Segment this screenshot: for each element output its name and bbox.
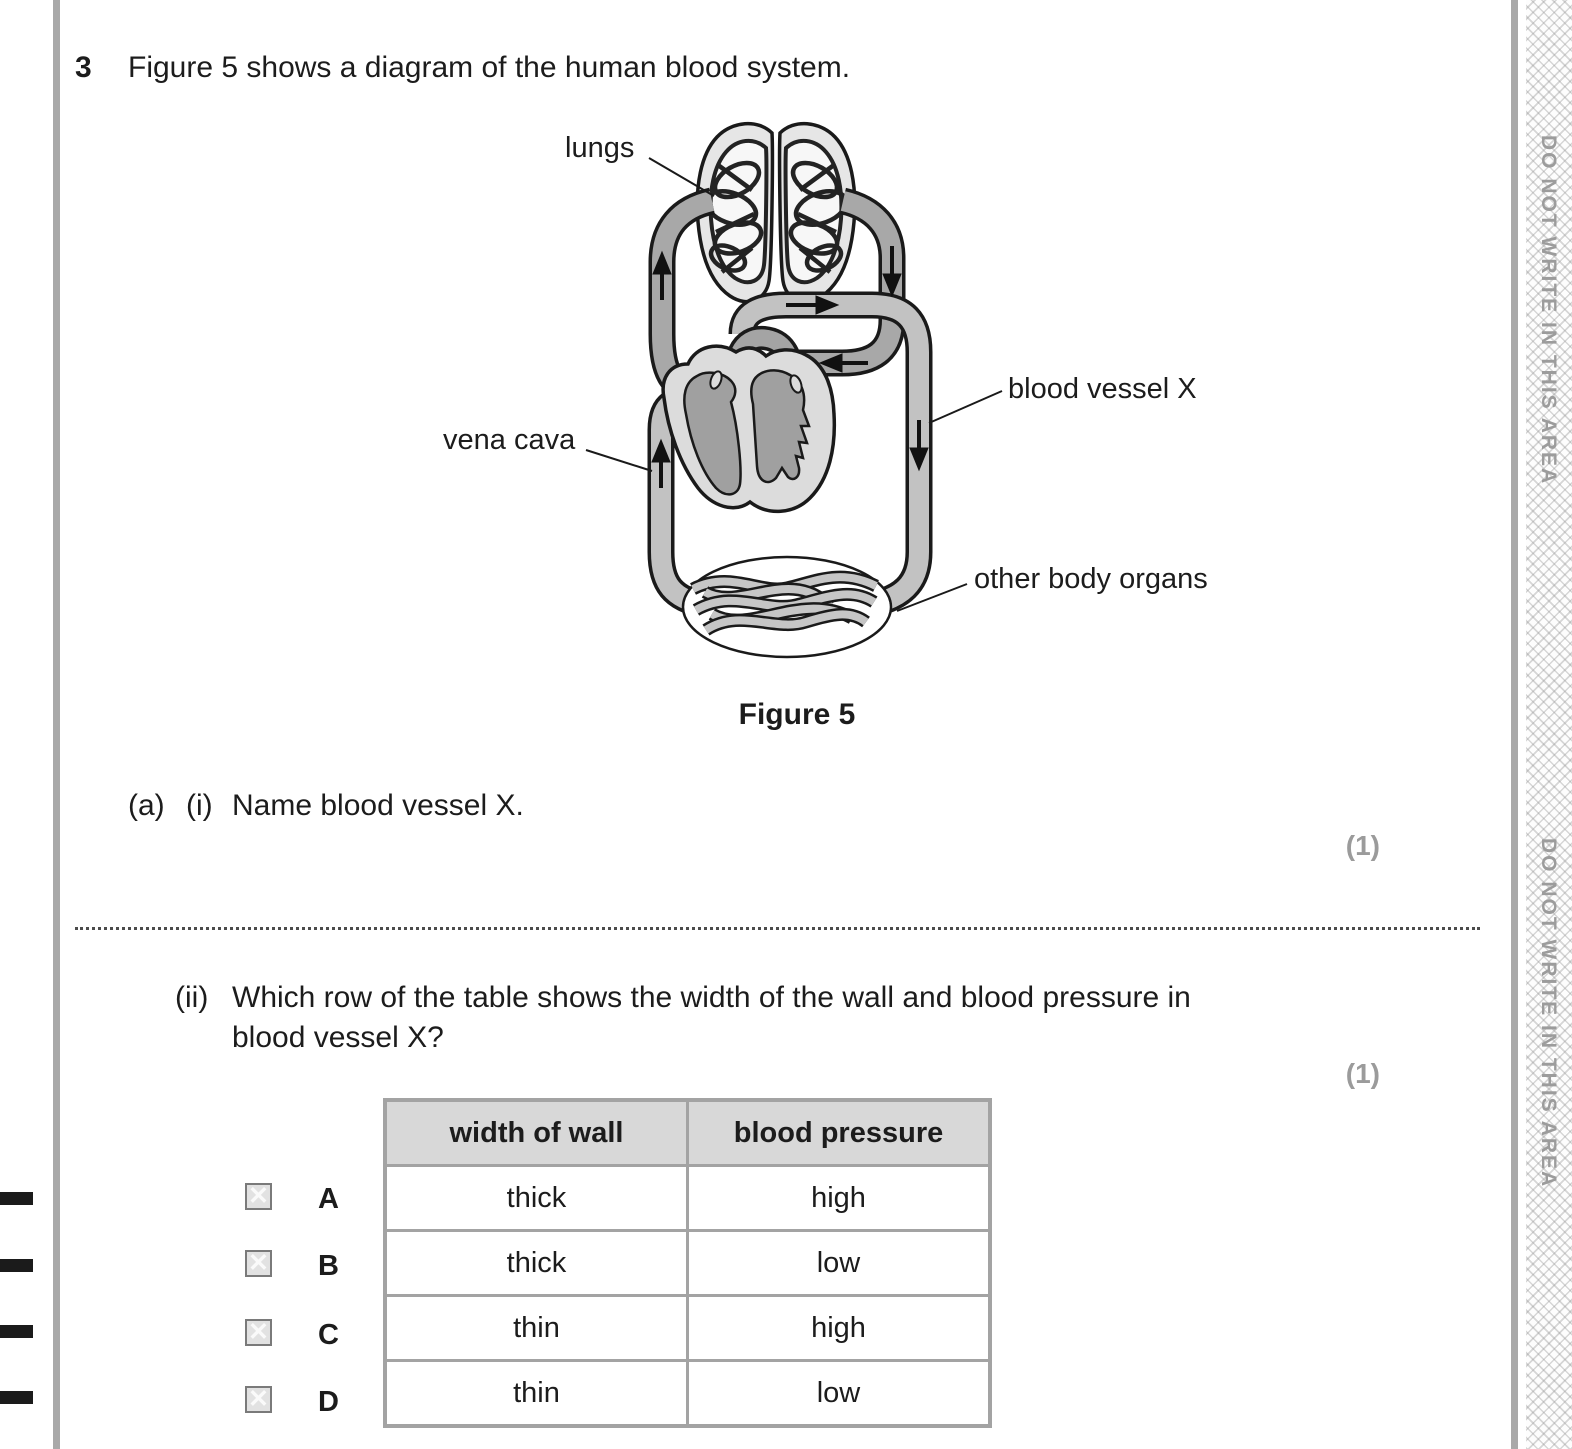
part-a-label: (a) xyxy=(128,789,165,822)
table-row xyxy=(387,1297,988,1359)
cell-pressure-c: high xyxy=(689,1297,988,1359)
cross-icon: ✕ xyxy=(248,1182,269,1210)
left-page-rule xyxy=(53,0,60,1449)
label-blood-vessel-x: blood vessel X xyxy=(1008,373,1197,405)
label-lungs: lungs xyxy=(565,132,635,164)
label-other-body-organs: other body organs xyxy=(974,563,1208,595)
vena-cava-leader-line xyxy=(586,450,652,471)
part-a-ii-prompt-line2: blood vessel X? xyxy=(232,1021,444,1054)
heart-illustration xyxy=(663,338,834,511)
registration-mark xyxy=(0,1259,33,1272)
marks-a-ii: (1) xyxy=(1345,1058,1380,1089)
cross-icon: ✕ xyxy=(248,1249,269,1277)
answer-write-line[interactable] xyxy=(75,912,1480,930)
option-letter-b: B xyxy=(318,1250,339,1282)
cross-icon: ✕ xyxy=(248,1385,269,1413)
option-checkbox-d[interactable] xyxy=(245,1386,272,1413)
margin-note-top: DO NOT WRITE IN THIS AREA xyxy=(1537,135,1560,486)
lungs-illustration xyxy=(697,124,854,302)
cell-pressure-d: low xyxy=(689,1362,988,1424)
table-row xyxy=(387,1362,988,1424)
part-ii-label: (ii) xyxy=(175,981,209,1014)
cell-wall-a: thick xyxy=(387,1167,686,1229)
option-checkbox-b[interactable] xyxy=(245,1250,272,1277)
registration-mark xyxy=(0,1325,33,1338)
question-number: 3 xyxy=(75,51,92,84)
right-page-rule xyxy=(1511,0,1518,1449)
figure-caption: Figure 5 xyxy=(738,698,856,731)
cell-wall-d: thin xyxy=(387,1362,686,1424)
part-a-ii-prompt-line1: Which row of the table shows the width of the wall and blood pressure in xyxy=(232,981,1191,1014)
cell-wall-b: thick xyxy=(387,1232,686,1294)
option-letter-d: D xyxy=(318,1386,339,1418)
option-checkbox-c[interactable] xyxy=(245,1319,272,1346)
answer-table xyxy=(383,1098,992,1428)
label-vena-cava: vena cava xyxy=(443,424,576,456)
cross-icon: ✕ xyxy=(248,1318,269,1346)
option-checkbox-a[interactable] xyxy=(245,1183,272,1210)
blood-vessel-x-leader-line xyxy=(929,391,1002,423)
header-blood-pressure: blood pressure xyxy=(689,1102,988,1164)
question-intro: Figure 5 shows a diagram of the human blood system. xyxy=(128,51,851,84)
table-header-row xyxy=(387,1102,988,1164)
blood-system-diagram xyxy=(420,105,1260,675)
option-letter-c: C xyxy=(318,1319,339,1351)
cell-pressure-b: low xyxy=(689,1232,988,1294)
margin-note-bottom: DO NOT WRITE IN THIS AREA xyxy=(1537,838,1560,1189)
table-row xyxy=(387,1167,988,1229)
registration-mark xyxy=(0,1192,33,1205)
part-i-label: (i) xyxy=(186,789,213,822)
header-width-of-wall: width of wall xyxy=(387,1102,686,1164)
part-a-i-prompt: Name blood vessel X. xyxy=(232,789,524,822)
cell-pressure-a: high xyxy=(689,1167,988,1229)
cell-wall-c: thin xyxy=(387,1297,686,1359)
marks-a-i: (1) xyxy=(1345,830,1380,861)
option-letter-a: A xyxy=(318,1183,339,1215)
registration-mark xyxy=(0,1391,33,1404)
body-organs-capillary-bed xyxy=(683,557,891,657)
table-row xyxy=(387,1232,988,1294)
